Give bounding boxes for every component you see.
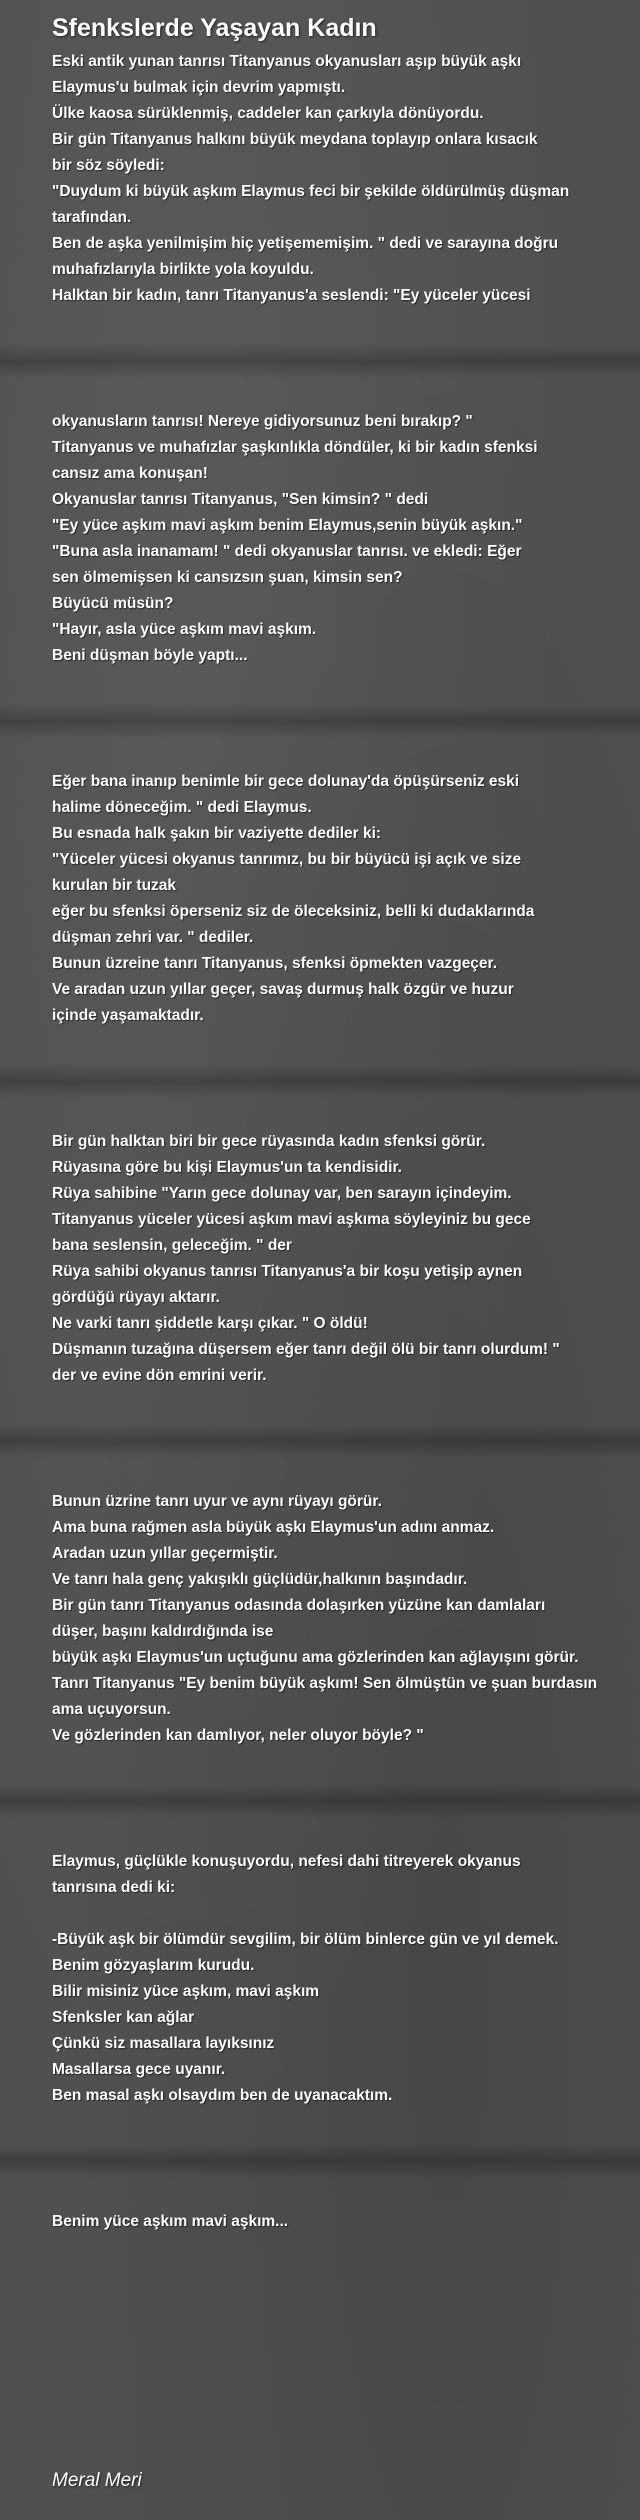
poem-line: gördüğü rüyayı aktarır.: [52, 1289, 220, 1306]
poem-line: Ben de aşka yenilmişim hiç yetişememişim. " dedi ve sarayına doğru: [52, 235, 559, 252]
poem-line: Eski antik yunan tanrısı Titanyanus okyanusları aşıp büyük aşkı: [52, 53, 522, 70]
section-divider: [0, 2144, 640, 2178]
poem-line: Düşmanın tuzağına düşersem eğer tanrı değil ölü bir tanrı olurdum! ": [52, 1341, 560, 1358]
poem-line: "Buna asla inanamam! " dedi okyanuslar tanrısı. ve ekledi: Eğer: [52, 543, 522, 560]
poem-line: Titanyanus yüceler yücesi aşkım mavi aşkıma söyleyiniz bu gece: [52, 1211, 531, 1228]
poem-line: "Duydum ki büyük aşkım Elaymus feci bir şekilde öldürülmüş düşman: [52, 183, 570, 200]
poem-line: Sfenksler kan ağlar: [52, 2009, 195, 2026]
poem-line: düşman zehri var. " dediler.: [52, 929, 254, 946]
poem-line: Bilir misiniz yüce aşkım, mavi aşkım: [52, 1983, 320, 2000]
poem-line: Bir gün halktan biri bir gece rüyasında kadın sfenksi görür.: [52, 1133, 486, 1150]
section-divider: [0, 1424, 640, 1458]
poem-line: cansız ama konuşan!: [52, 465, 208, 482]
poem-line: kurulan bir tuzak: [52, 877, 177, 894]
poem-line: Ama buna rağmen asla büyük aşkı Elaymus'un adını anmaz.: [52, 1519, 495, 1536]
poem-line: Bir gün tanrı Titanyanus odasında dolaşırken yüzüne kan damlaları: [52, 1597, 546, 1614]
poem-line: Masallarsa gece uyanır.: [52, 2061, 226, 2078]
section-divider: [0, 1064, 640, 1098]
poem-line: Büyücü müsün?: [52, 595, 174, 612]
poem-line: Aradan uzun yıllar geçermiştir.: [52, 1545, 278, 1562]
section-divider: [0, 344, 640, 378]
poem-line: Benim yüce aşkım mavi aşkım...: [52, 2213, 289, 2230]
poem-line: Bir gün Titanyanus halkını büyük meydana toplayıp onlara kısacık: [52, 131, 538, 148]
poem-line: Rüyasına göre bu kişi Elaymus'un ta kendisidir.: [52, 1159, 402, 1176]
poem-line: Rüya sahibi okyanus tanrısı Titanyanus'a bir koşu yetişip aynen: [52, 1263, 523, 1280]
poem-line: Bu esnada halk şakın bir vaziyette dediler ki:: [52, 825, 382, 842]
poem-line: okyanusların tanrısı! Nereye gidiyorsunuz beni bırakıp? ": [52, 413, 473, 430]
poem-line: ama uçuyorsun.: [52, 1701, 171, 1718]
poem-line: bir söz söyledi:: [52, 157, 165, 174]
poem-line: Ben masal aşkı olsaydım ben de uyanacaktım.: [52, 2087, 393, 2104]
poem-line: içinde yaşamaktadır.: [52, 1007, 204, 1024]
poem-line: Tanrı Titanyanus "Ey benim büyük aşkım! Sen ölmüştün ve şuan burdasın: [52, 1675, 598, 1692]
poem-line: büyük aşkı Elaymus'un uçtuğunu ama gözlerinden kan ağlayışını görür.: [52, 1649, 579, 1666]
poem-line: Eğer bana inanıp benimle bir gece dolunay'da öpüşürseniz eski: [52, 773, 520, 790]
poem-line: Benim gözyaşlarım kurudu.: [52, 1957, 255, 1974]
poem-line: Ülke kaosa sürüklenmiş, caddeler kan çarkıyla dönüyordu.: [52, 105, 484, 122]
poem-line: -Büyük aşk bir ölümdür sevgilim, bir ölüm binlerce gün ve yıl demek.: [52, 1931, 559, 1948]
section-divider: [0, 704, 640, 738]
poem-line: Halktan bir kadın, tanrı Titanyanus'a seslendi: "Ey yüceler yücesi: [52, 287, 531, 304]
poem-line: eğer bu sfenksi öperseniz siz de öleceksiniz, belli ki dudaklarında: [52, 903, 535, 920]
poem-line: Ve gözlerinden kan damlıyor, neler oluyor böyle? ": [52, 1727, 424, 1744]
poem-line: Ve tanrı hala genç yakışıklı güçlüdür,halkının başındadır.: [52, 1571, 468, 1588]
poem-line: Rüya sahibine "Yarın gece dolunay var, ben sarayın içindeyim.: [52, 1185, 512, 1202]
poem-line: Okyanuslar tanrısı Titanyanus, "Sen kimsin? " dedi: [52, 491, 429, 508]
poem-line: Ne varki tanrı şiddetle karşı çıkar. " O öldü!: [52, 1315, 368, 1332]
poem-line: halime döneceğim. " dedi Elaymus.: [52, 799, 312, 816]
poem-title: Sfenkslerde Yaşayan Kadın: [52, 14, 377, 42]
poem-line: tarafından.: [52, 209, 132, 226]
poem-line: düşer, başını kaldırdığında ise: [52, 1623, 274, 1640]
section-divider: [0, 1784, 640, 1818]
poem-line: "Ey yüce aşkım mavi aşkım benim Elaymus,senin büyük aşkın.": [52, 517, 523, 534]
poem-line: Elaymus'u bulmak için devrim yapmıştı.: [52, 79, 346, 96]
poem-line: "Yüceler yücesi okyanus tanrımız, bu bir büyücü işi açık ve size: [52, 851, 522, 868]
poem-line: muhafızlarıyla birlikte yola koyuldu.: [52, 261, 314, 278]
poem-line: sen ölmemişsen ki cansızsın şuan, kimsin sen?: [52, 569, 403, 586]
poem-author: Meral Meri: [52, 2470, 142, 2491]
poem-line: Bunun üzrine tanrı uyur ve aynı rüyayı görür.: [52, 1493, 382, 1510]
poem-line: "Hayır, asla yüce aşkım mavi aşkım.: [52, 621, 317, 638]
poem-line: bana seslensin, geleceğim. " der: [52, 1237, 292, 1254]
poem-line: Beni düşman böyle yaptı...: [52, 647, 248, 664]
poem-line: tanrısına dedi ki:: [52, 1879, 176, 1896]
poem-line: Elaymus, güçlükle konuşuyordu, nefesi dahi titreyerek okyanus: [52, 1853, 521, 1870]
poem-line: Titanyanus ve muhafızlar şaşkınlıkla döndüler, ki bir kadın sfenksi: [52, 439, 538, 456]
poem-line: Bunun üzreine tanrı Titanyanus, sfenksi öpmekten vazgeçer.: [52, 955, 498, 972]
poem-line: der ve evine dön emrini verir.: [52, 1367, 267, 1384]
poem-line: Çünkü siz masallara layıksınız: [52, 2035, 275, 2052]
poem-line: Ve aradan uzun yıllar geçer, savaş durmuş halk özgür ve huzur: [52, 981, 514, 998]
